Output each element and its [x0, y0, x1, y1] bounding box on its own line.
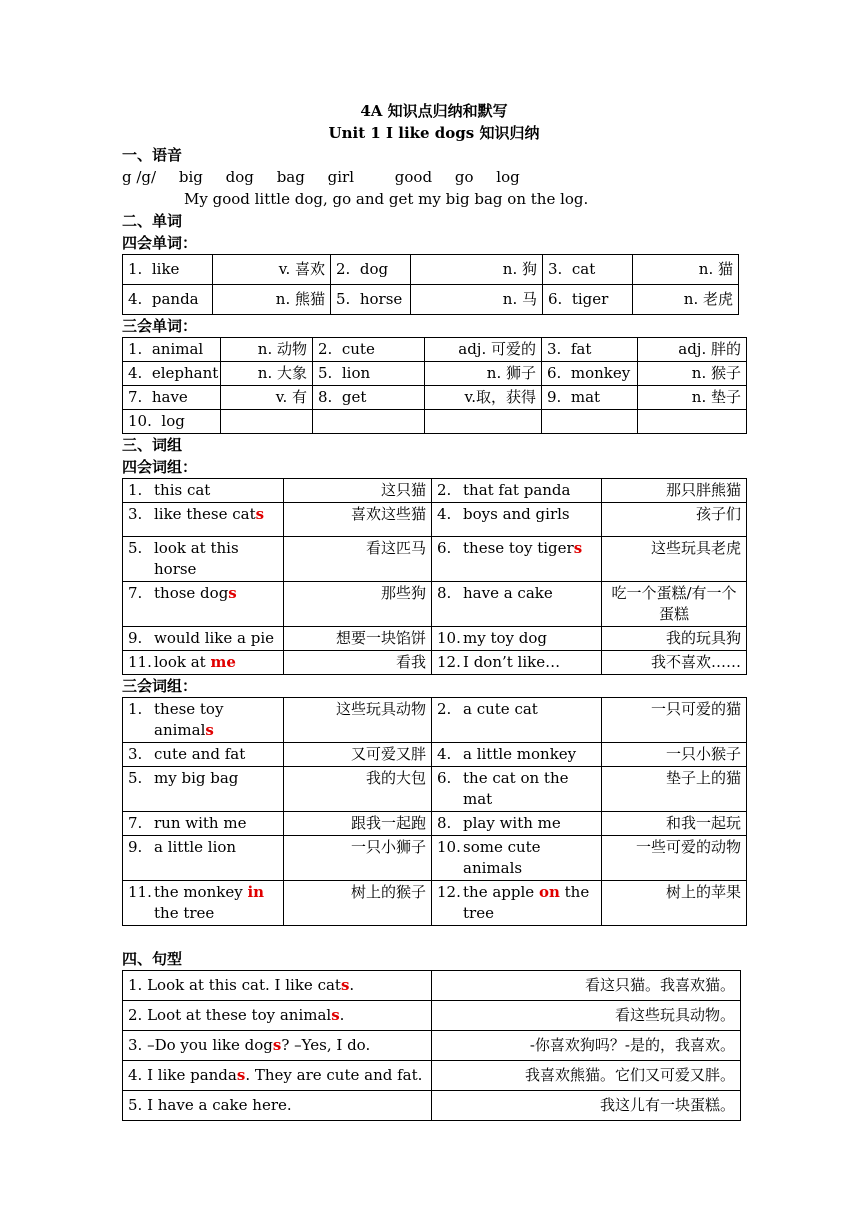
phrase-meaning: 又可爱又胖: [350, 745, 426, 763]
phrases4-label: 四会词组：: [122, 458, 198, 476]
phrase-cell: [123, 836, 284, 881]
phrase-number: 9.: [128, 629, 143, 647]
phrase-meaning-cell: [284, 767, 432, 812]
phrase-cell: [432, 627, 602, 651]
word-number: 7.: [128, 388, 143, 406]
sentence-text: 5. I have a cake here.: [128, 1096, 292, 1114]
phrase-text: these toy animal: [154, 700, 224, 739]
phrase-row: [123, 582, 747, 627]
phrase-cell: [123, 627, 284, 651]
phrase-highlight: s: [573, 539, 583, 557]
sentence-text: 1. Look at this cat. I like cat: [128, 976, 341, 994]
phrase-meaning-cell: [602, 836, 747, 881]
sentence-text-end: . They are cute and fat.: [245, 1066, 423, 1084]
phrase-row: [123, 651, 747, 675]
word-text: panda: [151, 290, 199, 308]
phrase-meaning-cell: [602, 767, 747, 812]
word-number: 1.: [128, 340, 143, 358]
word-number: 3.: [547, 340, 562, 358]
phrase-cell: [432, 698, 602, 743]
phrase-number: 8.: [437, 584, 452, 602]
word-text: mat: [570, 388, 601, 406]
word-number: 5.: [336, 290, 351, 308]
word-cell: [313, 362, 425, 386]
phrase-text-end: the tree: [154, 904, 215, 922]
sentence-cell: [123, 1061, 432, 1091]
phrase-cell: [123, 812, 284, 836]
meaning-cell: [638, 410, 747, 434]
phrase-text: a little monkey: [463, 745, 577, 763]
sentence-highlight: s: [272, 1036, 282, 1054]
sentence-meaning-cell: [432, 1061, 741, 1091]
phrase-number: 10.: [437, 629, 461, 647]
word-number: 10.: [128, 412, 152, 430]
phrase-meaning-cell: [602, 627, 747, 651]
word-number: 3.: [548, 260, 563, 278]
word-row: [123, 285, 739, 315]
sentence-meaning: 看这只猫。我喜欢猫。: [584, 976, 735, 994]
phrase-text: would like a pie: [154, 629, 275, 647]
phrase-cell: [123, 479, 284, 503]
phrase-cell: [432, 767, 602, 812]
word-text: have: [151, 388, 188, 406]
sentence-meaning: 我喜欢熊猫。它们又可爱又胖。: [524, 1066, 735, 1084]
phrase-meaning: 那些狗: [380, 584, 426, 602]
phrase-cell: [432, 836, 602, 881]
sentence-highlight: s: [340, 976, 350, 994]
word-number: 8.: [318, 388, 333, 406]
word-cell: [123, 255, 213, 285]
sentence-meaning-cell: [432, 1091, 741, 1121]
sentence-meaning-cell: [432, 1001, 741, 1031]
phonics-label: g /g/: [122, 168, 157, 186]
phrase-number: 12.: [437, 653, 461, 671]
word-number: 4.: [128, 290, 143, 308]
phrase-cell: [123, 582, 284, 627]
words3-table: [122, 337, 747, 434]
word-meaning: adj. 可爱的: [458, 340, 536, 358]
meaning-cell: [425, 338, 542, 362]
phrase-cell: [123, 537, 284, 582]
word-meaning: adj. 胖的: [678, 340, 741, 358]
words4-table: [122, 254, 739, 315]
meaning-cell: [425, 386, 542, 410]
phrase-cell: [432, 881, 602, 926]
phonics-word: dog: [225, 168, 254, 186]
phrase-row: [123, 698, 747, 743]
word-row: [123, 386, 747, 410]
phrase-number: 6.: [437, 769, 452, 787]
phrase-meaning: 想要一块馅饼: [335, 629, 426, 647]
phrase-number: 3.: [128, 505, 143, 523]
phrase-meaning: 树上的苹果: [665, 883, 741, 901]
phrase-text: the monkey: [154, 883, 248, 901]
phrase-number: 10.: [437, 838, 461, 856]
sentence-text-end: ? –Yes, I do.: [281, 1036, 371, 1054]
phrase-number: 6.: [437, 539, 452, 557]
sentence-highlight: s: [331, 1006, 340, 1024]
document-page: [122, 100, 746, 1121]
meaning-cell: [221, 410, 313, 434]
word-cell: [313, 338, 425, 362]
phrase-text: my big bag: [154, 769, 239, 787]
words4-label: 四会单词：: [122, 234, 198, 252]
phrase-text: play with me: [463, 814, 561, 832]
phrase-meaning-cell: [602, 503, 747, 537]
sentence-cell: [123, 1001, 432, 1031]
word-number: 2.: [318, 340, 333, 358]
phonics-sentence: My good little dog, go and get my big bag on the log.: [184, 190, 589, 208]
phrase-meaning: 一只小狮子: [350, 838, 426, 856]
phrase-meaning-cell: [284, 743, 432, 767]
word-text: tiger: [571, 290, 609, 308]
section-words: 二、单词: [122, 212, 183, 230]
phrase-number: 1.: [128, 700, 143, 718]
phrase-text: a little lion: [154, 838, 237, 856]
phrase-meaning-cell: [602, 651, 747, 675]
phrase-row: [123, 537, 747, 582]
word-text: log: [161, 412, 185, 430]
word-meaning: n. 熊猫: [275, 290, 325, 308]
sentence-row: [123, 971, 741, 1001]
phrase-meaning-cell: [602, 698, 747, 743]
word-cell: [331, 285, 411, 315]
meaning-cell: [213, 285, 331, 315]
phrase-meaning-cell: [602, 479, 747, 503]
word-cell: [123, 285, 213, 315]
sentence-cell: [123, 1091, 432, 1121]
phonics-word: girl: [327, 168, 355, 186]
section-sentences: 四、句型: [122, 950, 183, 968]
phrase-meaning: 跟我一起跑: [350, 814, 426, 832]
sentence-meaning-cell: [432, 971, 741, 1001]
phrase-meaning: 一只小猴子: [665, 745, 741, 763]
word-cell: [542, 362, 638, 386]
word-text: lion: [341, 364, 371, 382]
phrase-meaning: 这些玩具老虎: [650, 539, 741, 557]
phrase-highlight: s: [205, 721, 214, 739]
phrase-meaning: 我的大包: [365, 769, 426, 787]
word-cell: [123, 386, 221, 410]
phrase-text: my toy dog: [463, 629, 548, 647]
phrase-meaning-cell: [284, 479, 432, 503]
word-meaning: v. 有: [275, 388, 307, 406]
word-text: like: [151, 260, 180, 278]
meaning-cell: [633, 285, 739, 315]
word-meaning: n. 狗: [502, 260, 537, 278]
sentence-text-end: .: [349, 976, 355, 994]
phrase-number: 7.: [128, 584, 143, 602]
phrase-text: have a cake: [463, 584, 553, 602]
sentence-row: [123, 1031, 741, 1061]
phrase-number: 5.: [128, 769, 143, 787]
phrase-number: 7.: [128, 814, 143, 832]
sentence-cell: [123, 971, 432, 1001]
word-text: monkey: [570, 364, 631, 382]
meaning-cell: [638, 338, 747, 362]
phrases4-table: [122, 478, 747, 675]
phrases3-table: [122, 697, 747, 926]
word-row: [123, 255, 739, 285]
word-text: fat: [570, 340, 592, 358]
phrase-row: [123, 836, 747, 881]
phrase-cell: [123, 503, 284, 537]
doc-title: 4A 知识点归纳和默写: [360, 102, 508, 120]
word-row: [123, 410, 747, 434]
sentence-text: 2. Loot at these toy animal: [128, 1006, 332, 1024]
sentence-text: 3. –Do you like dog: [128, 1036, 273, 1054]
sentence-row: [123, 1001, 741, 1031]
meaning-cell: [221, 338, 313, 362]
word-cell: [313, 410, 425, 434]
sentence-text: 4. I like panda: [128, 1066, 237, 1084]
phrase-meaning-cell: [284, 651, 432, 675]
phrase-meaning: 垫子上的猫: [665, 769, 741, 787]
phrase-meaning: 吃一个蛋糕/有一个蛋糕: [611, 584, 737, 623]
meaning-cell: [425, 362, 542, 386]
sentences-table: [122, 970, 741, 1121]
sentence-highlight: s: [236, 1066, 246, 1084]
sentence-text-end: .: [339, 1006, 345, 1024]
phrase-meaning-cell: [602, 537, 747, 582]
phrase-meaning: 一只可爱的猫: [650, 700, 741, 718]
phrase-text: cute and fat: [154, 745, 246, 763]
phrase-number: 9.: [128, 838, 143, 856]
phrase-meaning-cell: [284, 627, 432, 651]
doc-subtitle: Unit 1 I like dogs 知识归纳: [328, 124, 540, 142]
phrase-text: the cat on the mat: [463, 769, 569, 808]
phrase-meaning: 树上的猴子: [350, 883, 426, 901]
phrase-text-end: the tree: [463, 883, 590, 922]
sentence-meaning: -你喜欢狗吗？-是的，我喜欢。: [529, 1036, 735, 1054]
phrase-meaning-cell: [602, 582, 747, 627]
phrase-meaning: 我的玩具狗: [665, 629, 741, 647]
phrase-meaning-cell: [602, 812, 747, 836]
word-meaning: n. 大象: [257, 364, 307, 382]
phrase-text: some cute animals: [463, 838, 541, 877]
phrase-meaning-cell: [284, 503, 432, 537]
phrase-meaning-cell: [284, 881, 432, 926]
word-cell: [331, 255, 411, 285]
word-number: 2.: [336, 260, 351, 278]
phrase-row: [123, 627, 747, 651]
word-cell: [542, 338, 638, 362]
sentence-row: [123, 1061, 741, 1091]
phrase-text: the apple: [463, 883, 539, 901]
word-number: 5.: [318, 364, 333, 382]
word-text: get: [341, 388, 367, 406]
word-meaning: n. 垫子: [691, 388, 741, 406]
phrase-number: 3.: [128, 745, 143, 763]
meaning-cell: [213, 255, 331, 285]
phrase-meaning-cell: [284, 812, 432, 836]
phrase-highlight: s: [255, 505, 265, 523]
word-text: cute: [341, 340, 375, 358]
phrase-text: boys and girls: [463, 505, 570, 523]
phrase-highlight: s: [228, 584, 237, 602]
phrase-number: 2.: [437, 481, 452, 499]
phrase-meaning: 这只猫: [380, 481, 426, 499]
word-cell: [543, 285, 633, 315]
meaning-cell: [221, 386, 313, 410]
word-text: horse: [359, 290, 403, 308]
word-meaning: n. 猫: [698, 260, 733, 278]
phrase-meaning: 一些可爱的动物: [635, 838, 741, 856]
word-cell: [542, 410, 638, 434]
meaning-cell: [638, 362, 747, 386]
phrase-meaning: 我不喜欢……: [650, 653, 741, 671]
word-row: [123, 338, 747, 362]
sentence-meaning: 我这儿有一块蛋糕。: [599, 1096, 735, 1114]
phrase-row: [123, 503, 747, 537]
phrase-cell: [123, 881, 284, 926]
word-cell: [542, 386, 638, 410]
phrase-meaning-cell: [284, 698, 432, 743]
phrase-meaning: 看这匹马: [365, 539, 426, 557]
phrase-text: those dog: [154, 584, 229, 602]
word-number: 4.: [128, 364, 143, 382]
word-meaning: v. 喜欢: [278, 260, 325, 278]
phrase-cell: [123, 698, 284, 743]
section-pronunciation: 一、语音: [122, 146, 183, 164]
phrase-text: look at this horse: [154, 539, 239, 578]
sentence-meaning: 看这些玩具动物。: [614, 1006, 735, 1024]
phrase-number: 2.: [437, 700, 452, 718]
word-number: 6.: [547, 364, 562, 382]
phrase-meaning: 喜欢这些猫: [350, 505, 426, 523]
phrase-number: 1.: [128, 481, 143, 499]
phrase-number: 11.: [128, 883, 152, 901]
phrase-text: these toy tiger: [463, 539, 574, 557]
word-text: animal: [151, 340, 204, 358]
phrase-cell: [123, 651, 284, 675]
phrase-meaning: 那只胖熊猫: [665, 481, 741, 499]
phrases3-label: 三会词组：: [122, 677, 198, 695]
meaning-cell: [411, 255, 543, 285]
phrase-text: look at: [154, 653, 211, 671]
word-number: 1.: [128, 260, 143, 278]
phrase-number: 5.: [128, 539, 143, 557]
phrase-row: [123, 743, 747, 767]
phrase-number: 4.: [437, 745, 452, 763]
phrase-highlight: in: [247, 883, 265, 901]
phrase-highlight: me: [210, 653, 236, 671]
phonics-word: go: [454, 168, 474, 186]
word-number: 9.: [547, 388, 562, 406]
meaning-cell: [221, 362, 313, 386]
phrase-row: [123, 479, 747, 503]
meaning-cell: [411, 285, 543, 315]
phrase-number: 11.: [128, 653, 152, 671]
word-text: cat: [571, 260, 596, 278]
phrase-cell: [432, 537, 602, 582]
phrase-number: 4.: [437, 505, 452, 523]
phrase-row: [123, 812, 747, 836]
words3-label: 三会单词：: [122, 317, 198, 335]
word-row: [123, 362, 747, 386]
phrase-meaning: 孩子们: [695, 505, 741, 523]
phonics-word: big: [178, 168, 203, 186]
phrase-meaning-cell: [284, 537, 432, 582]
word-meaning: n. 老虎: [683, 290, 733, 308]
word-cell: [313, 386, 425, 410]
word-meaning: n. 猴子: [691, 364, 741, 382]
phrase-highlight: on: [538, 883, 560, 901]
phrase-cell: [123, 743, 284, 767]
phrase-meaning-cell: [284, 836, 432, 881]
phrase-row: [123, 881, 747, 926]
phonics-word: good: [394, 168, 433, 186]
phrase-cell: [123, 767, 284, 812]
phrase-text: I don’t like…: [463, 653, 561, 671]
phrase-row: [123, 767, 747, 812]
word-meaning: n. 动物: [257, 340, 307, 358]
word-cell: [123, 362, 221, 386]
phrase-text: a cute cat: [463, 700, 538, 718]
phrase-cell: [432, 582, 602, 627]
phrase-number: 12.: [437, 883, 461, 901]
phrase-text: that fat panda: [463, 481, 571, 499]
sentence-cell: [123, 1031, 432, 1061]
phrase-cell: [432, 651, 602, 675]
phrase-text: like these cat: [154, 505, 256, 523]
word-cell: [123, 410, 221, 434]
section-phrases: 三、词组: [122, 436, 183, 454]
word-meaning: v.取，获得: [464, 388, 536, 406]
phonics-word: log: [496, 168, 520, 186]
word-text: elephant: [151, 364, 219, 382]
phrase-meaning: 和我一起玩: [665, 814, 741, 832]
word-number: 6.: [548, 290, 563, 308]
word-cell: [123, 338, 221, 362]
phrase-meaning-cell: [602, 743, 747, 767]
word-meaning: n. 马: [502, 290, 537, 308]
phrase-number: 8.: [437, 814, 452, 832]
word-meaning: n. 狮子: [486, 364, 536, 382]
phrase-text: this cat: [154, 481, 211, 499]
meaning-cell: [638, 386, 747, 410]
phrase-cell: [432, 812, 602, 836]
phrase-meaning-cell: [602, 881, 747, 926]
phrase-meaning-cell: [284, 582, 432, 627]
phonics-line: [122, 166, 746, 188]
phrase-cell: [432, 503, 602, 537]
word-text: dog: [359, 260, 389, 278]
meaning-cell: [425, 410, 542, 434]
meaning-cell: [633, 255, 739, 285]
phonics-word: bag: [276, 168, 305, 186]
word-cell: [543, 255, 633, 285]
phrase-cell: [432, 479, 602, 503]
sentence-row: [123, 1091, 741, 1121]
phrase-meaning: 这些玩具动物: [335, 700, 426, 718]
phrase-text: run with me: [154, 814, 247, 832]
sentence-meaning-cell: [432, 1031, 741, 1061]
phrase-meaning: 看我: [395, 653, 426, 671]
phrase-cell: [432, 743, 602, 767]
